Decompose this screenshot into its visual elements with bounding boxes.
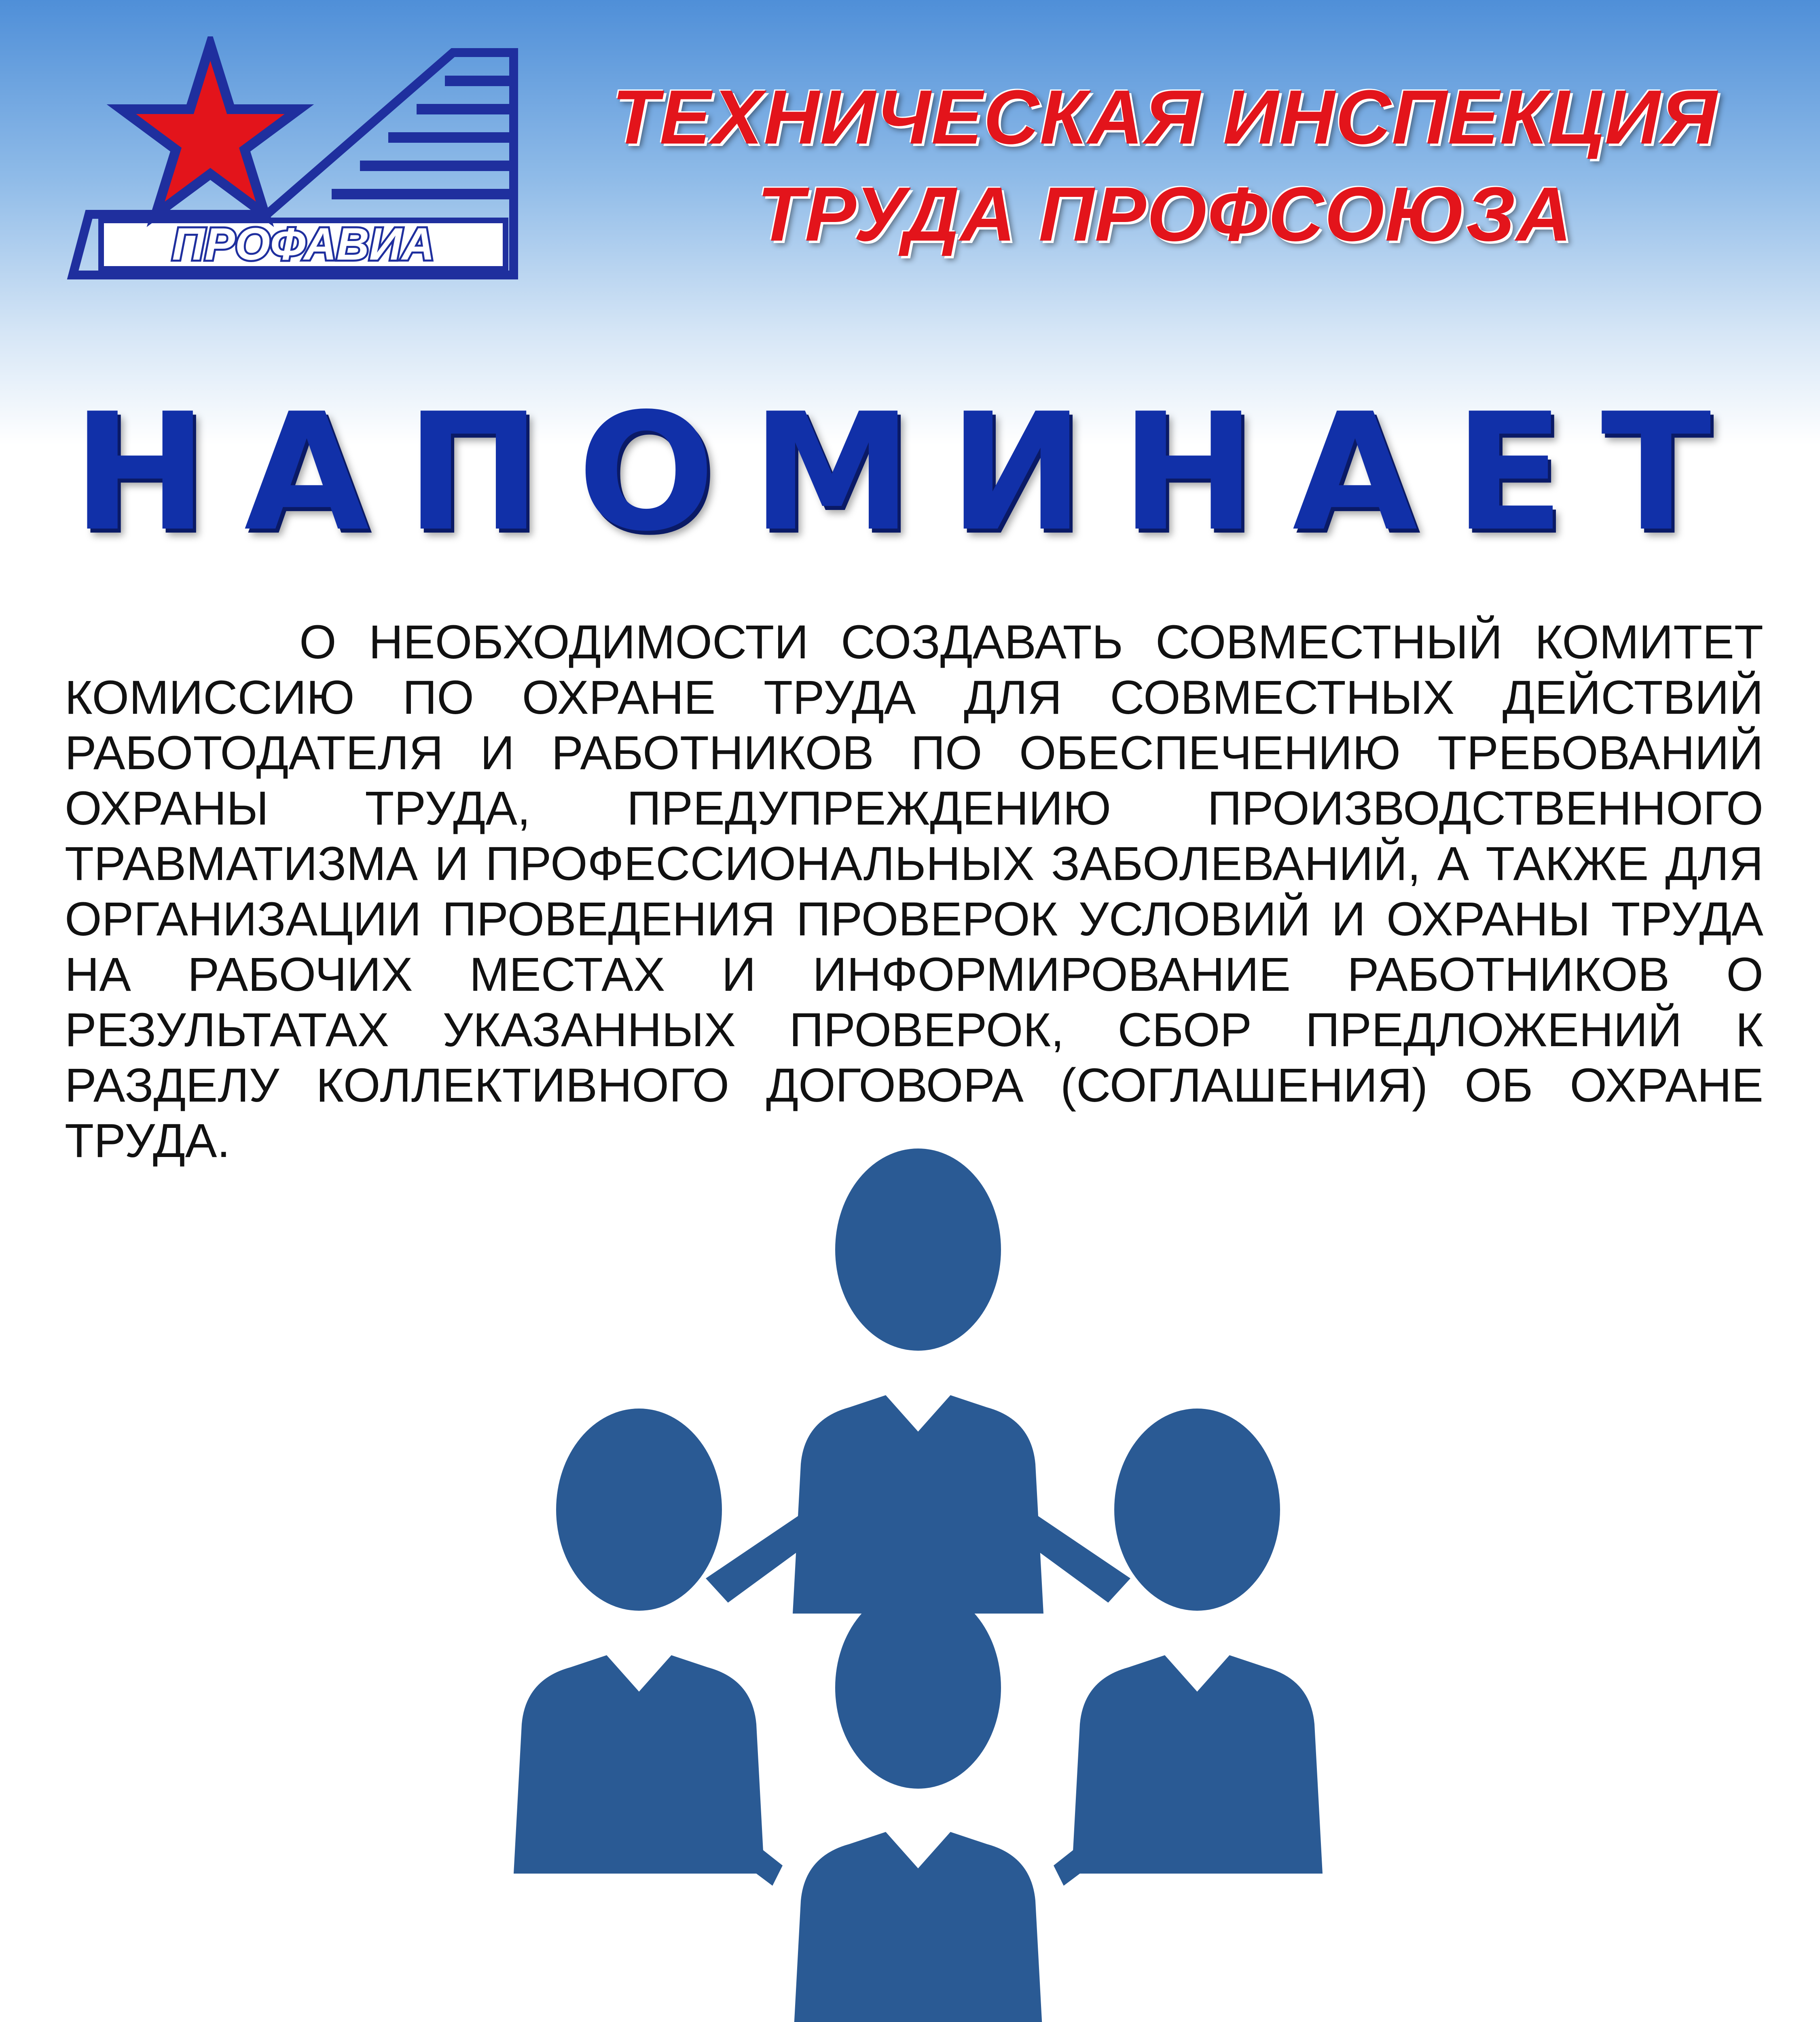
logo-text: ПРОФАВИА xyxy=(172,219,435,269)
people-network-icon xyxy=(445,1148,1391,2022)
organization-title xyxy=(558,69,1771,263)
headline: НАПОМИНАЕТ xyxy=(72,379,1748,567)
profavia-logo xyxy=(57,36,534,287)
organization-title-line2: ТРУДА ПРОФСОЮЗА xyxy=(757,171,1572,257)
body-text: О НЕОБХОДИМОСТИ СОЗДАВАТЬ СОВМЕСТНЫЙ КОМИТЕТ КОМИССИЮ ПО ОХРАНЕ ТРУДА ДЛЯ СОВМЕСТНЫХ ДЕЙСТВИЙ РАБОТОДАТЕЛЯ И РАБОТНИКОВ ПО ОБЕСПЕЧЕНИЮ ТРЕБОВАНИЙ ОХРАНЫ ТРУДА, ПРЕДУПРЕЖДЕНИЮ ПРОИЗВОДСТВЕННОГО ТРАВМАТИЗМА И ПРОФЕССИОНАЛЬНЫХ ЗАБОЛЕВАНИЙ, А ТАКЖЕ ДЛЯ ОРГАНИЗАЦИИ ПРОВЕДЕНИЯ ПРОВЕРОК УСЛОВИЙ И ОХРАНЫ ТРУДА НА РАБОЧИХ МЕСТАХ И ИНФОРМИРОВАНИЕ РАБОТНИКОВ О РЕЗУЛЬТАТАХ УКАЗАННЫХ ПРОВЕРОК, СБОР ПРЕДЛОЖЕНИЙ К РАЗДЕЛУ КОЛЛЕКТИВНОГО ДОГОВОРА (СОГЛАШЕНИЯ) ОБ ОХРАНЕ ТРУДА. xyxy=(65,615,1763,1168)
organization-title-line1: ТЕХНИЧЕСКАЯ ИНСПЕКЦИЯ xyxy=(612,74,1718,160)
